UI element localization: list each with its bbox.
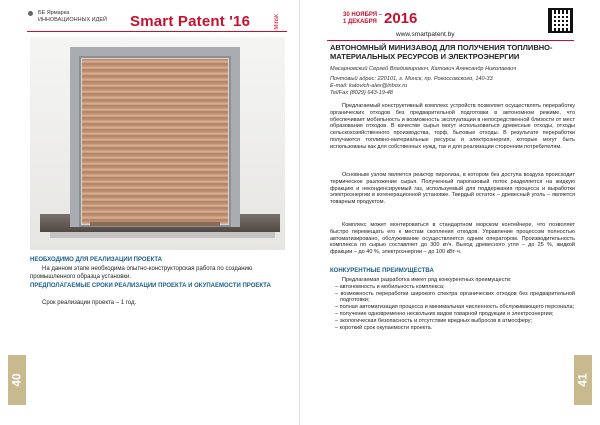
- list-item: – автономность и мобильность комплекса;: [335, 283, 445, 290]
- qr-code-icon: [548, 8, 573, 33]
- section1-heading: НЕОБХОДИМО ДЛЯ РЕАЛИЗАЦИИ ПРОЕКТА: [30, 257, 163, 263]
- date-line-2: 1 ДЕКАБРЯ: [343, 19, 377, 25]
- page-number-left: [8, 355, 26, 405]
- authors: Масарновский Сергей Владимирович, Катович Александр Николаевич: [330, 66, 517, 72]
- event-dates: [343, 12, 382, 26]
- advantages-intro: [330, 277, 575, 284]
- list-item: – полная автоматизация процесса и минимальная численность обслуживающего персонала;: [335, 304, 575, 311]
- list-item: – получение одновременно нескольких видов товарной продукции и электроэнергии;: [335, 310, 554, 317]
- advantages-intro-text: Предлагаемая разработка имеет ряд конкурентных преимуществ:: [342, 277, 512, 283]
- fair-label: БЕ Ярмарка ИННОВАЦИОННЫХ ИДЕЙ: [38, 10, 107, 23]
- paragraph-1: [330, 103, 575, 151]
- paragraph-2-text: Основным узлом является реактор пиролиза, в котором без доступа воздуха происходит термическое разложение сырья. Полученный парогазовый поток разделяется на жидкую фракцию и неконденсируемый газ, используемый для поддержания процесса и выработки электроэнергии в когенерационной установке. Твердый остаток – древесный уголь – является товарным продуктом.: [330, 172, 575, 206]
- photo-blinds: [82, 59, 228, 224]
- product-photo: [30, 37, 285, 250]
- section1-text: [30, 266, 285, 281]
- address: Почтовый адрес: 220101, г. Минск, пр. Рокоссовского, 140-33: [330, 76, 493, 82]
- right-page: [300, 0, 600, 425]
- city-label: Minsk: [274, 14, 280, 30]
- list-item: – экологическая безопасность и отсутствие вредных выбросов в атмосферу;: [335, 317, 533, 324]
- paragraph-2: [330, 172, 575, 206]
- section2-text-content: Срок реализации проекта – 1 год.: [42, 300, 137, 306]
- header-rule: [27, 31, 287, 32]
- section2-heading: ПРЕДПОЛАГАЕМЫЕ СРОКИ РЕАЛИЗАЦИИ ПРОЕКТА И ОКУПАЕМОСТИ ПРОЕКТА: [30, 283, 271, 289]
- page-number-right: [574, 355, 592, 405]
- site-url: www.smartpatent.by: [396, 31, 455, 38]
- project-title: АВТОНОМНЫЙ МИНИЗАВОД ДЛЯ ПОЛУЧЕНИЯ ТОПЛИВНО-МАТЕРИАЛЬНЫХ РЕСУРСОВ И ЭЛЕКТРОЭНЕРГИИ: [330, 43, 553, 61]
- brand-title: Smart Patent '16: [130, 13, 251, 30]
- date-line-1: 30 НОЯБРЯ –: [343, 12, 383, 18]
- paragraph-3-text: Комплекс может монтироваться в стандартном морском контейнере, что позволяет быстро перемещать его к местам скопления отходов. Управление процессом полностью автоматизировано, обслуживание осуществляется одним оператором. Производительность комплекса по сырью составляет до 300 кг/ч. Выход древесного угля – до 25 %, жидкой фракции – до 40 %, электроэнергии – до 100 кВт·ч.: [330, 222, 575, 256]
- header-rule-right: [327, 40, 574, 41]
- section2-text: [30, 300, 285, 308]
- photo-shadow: [50, 232, 275, 238]
- paragraph-3: [330, 222, 575, 256]
- email: E-mail: katovich-alex@inbox.ru: [330, 83, 408, 89]
- list-item: – возможность переработки широкого спектра органических отходов без предварительной подготовки;: [335, 290, 575, 304]
- contacts: [330, 76, 575, 97]
- photo-bar: [90, 222, 220, 226]
- event-year: 2016: [384, 10, 418, 27]
- paragraph-1-text: Предлагаемый конструктивный комплекс устройств позволяет осуществлять переработку органических отходов без предварительной подготовки в автономном режиме, что обеспечивает мобильность и возможность эксплуатации в непосредственной близости от мест образования отходов. В качестве сырья могут использоваться древесные отходы, отходы сельскохозяйственного производства, торф, бытовые отходы. В результате переработки получаются топливно-материальные ресурсы и электроэнергия, которые могут быть использованы как для собственных нужд, так и для реализации сторонним потребителям.: [330, 103, 575, 150]
- phone: Tel/Fax (8029) 643-19-48: [330, 90, 393, 96]
- page-number-right-text: 41: [575, 373, 590, 387]
- advantages-list: [330, 277, 575, 331]
- page-number-left-text: 40: [9, 373, 24, 387]
- section1-text-content: На данном этапе необходима опытно-конструкторская работа по созданию промышленного образца установки.: [30, 266, 253, 280]
- list-item: – короткий срок окупаемости проекта.: [335, 324, 433, 331]
- advantages-heading: КОНКУРЕНТНЫЕ ПРЕИМУЩЕСТВА: [330, 268, 434, 274]
